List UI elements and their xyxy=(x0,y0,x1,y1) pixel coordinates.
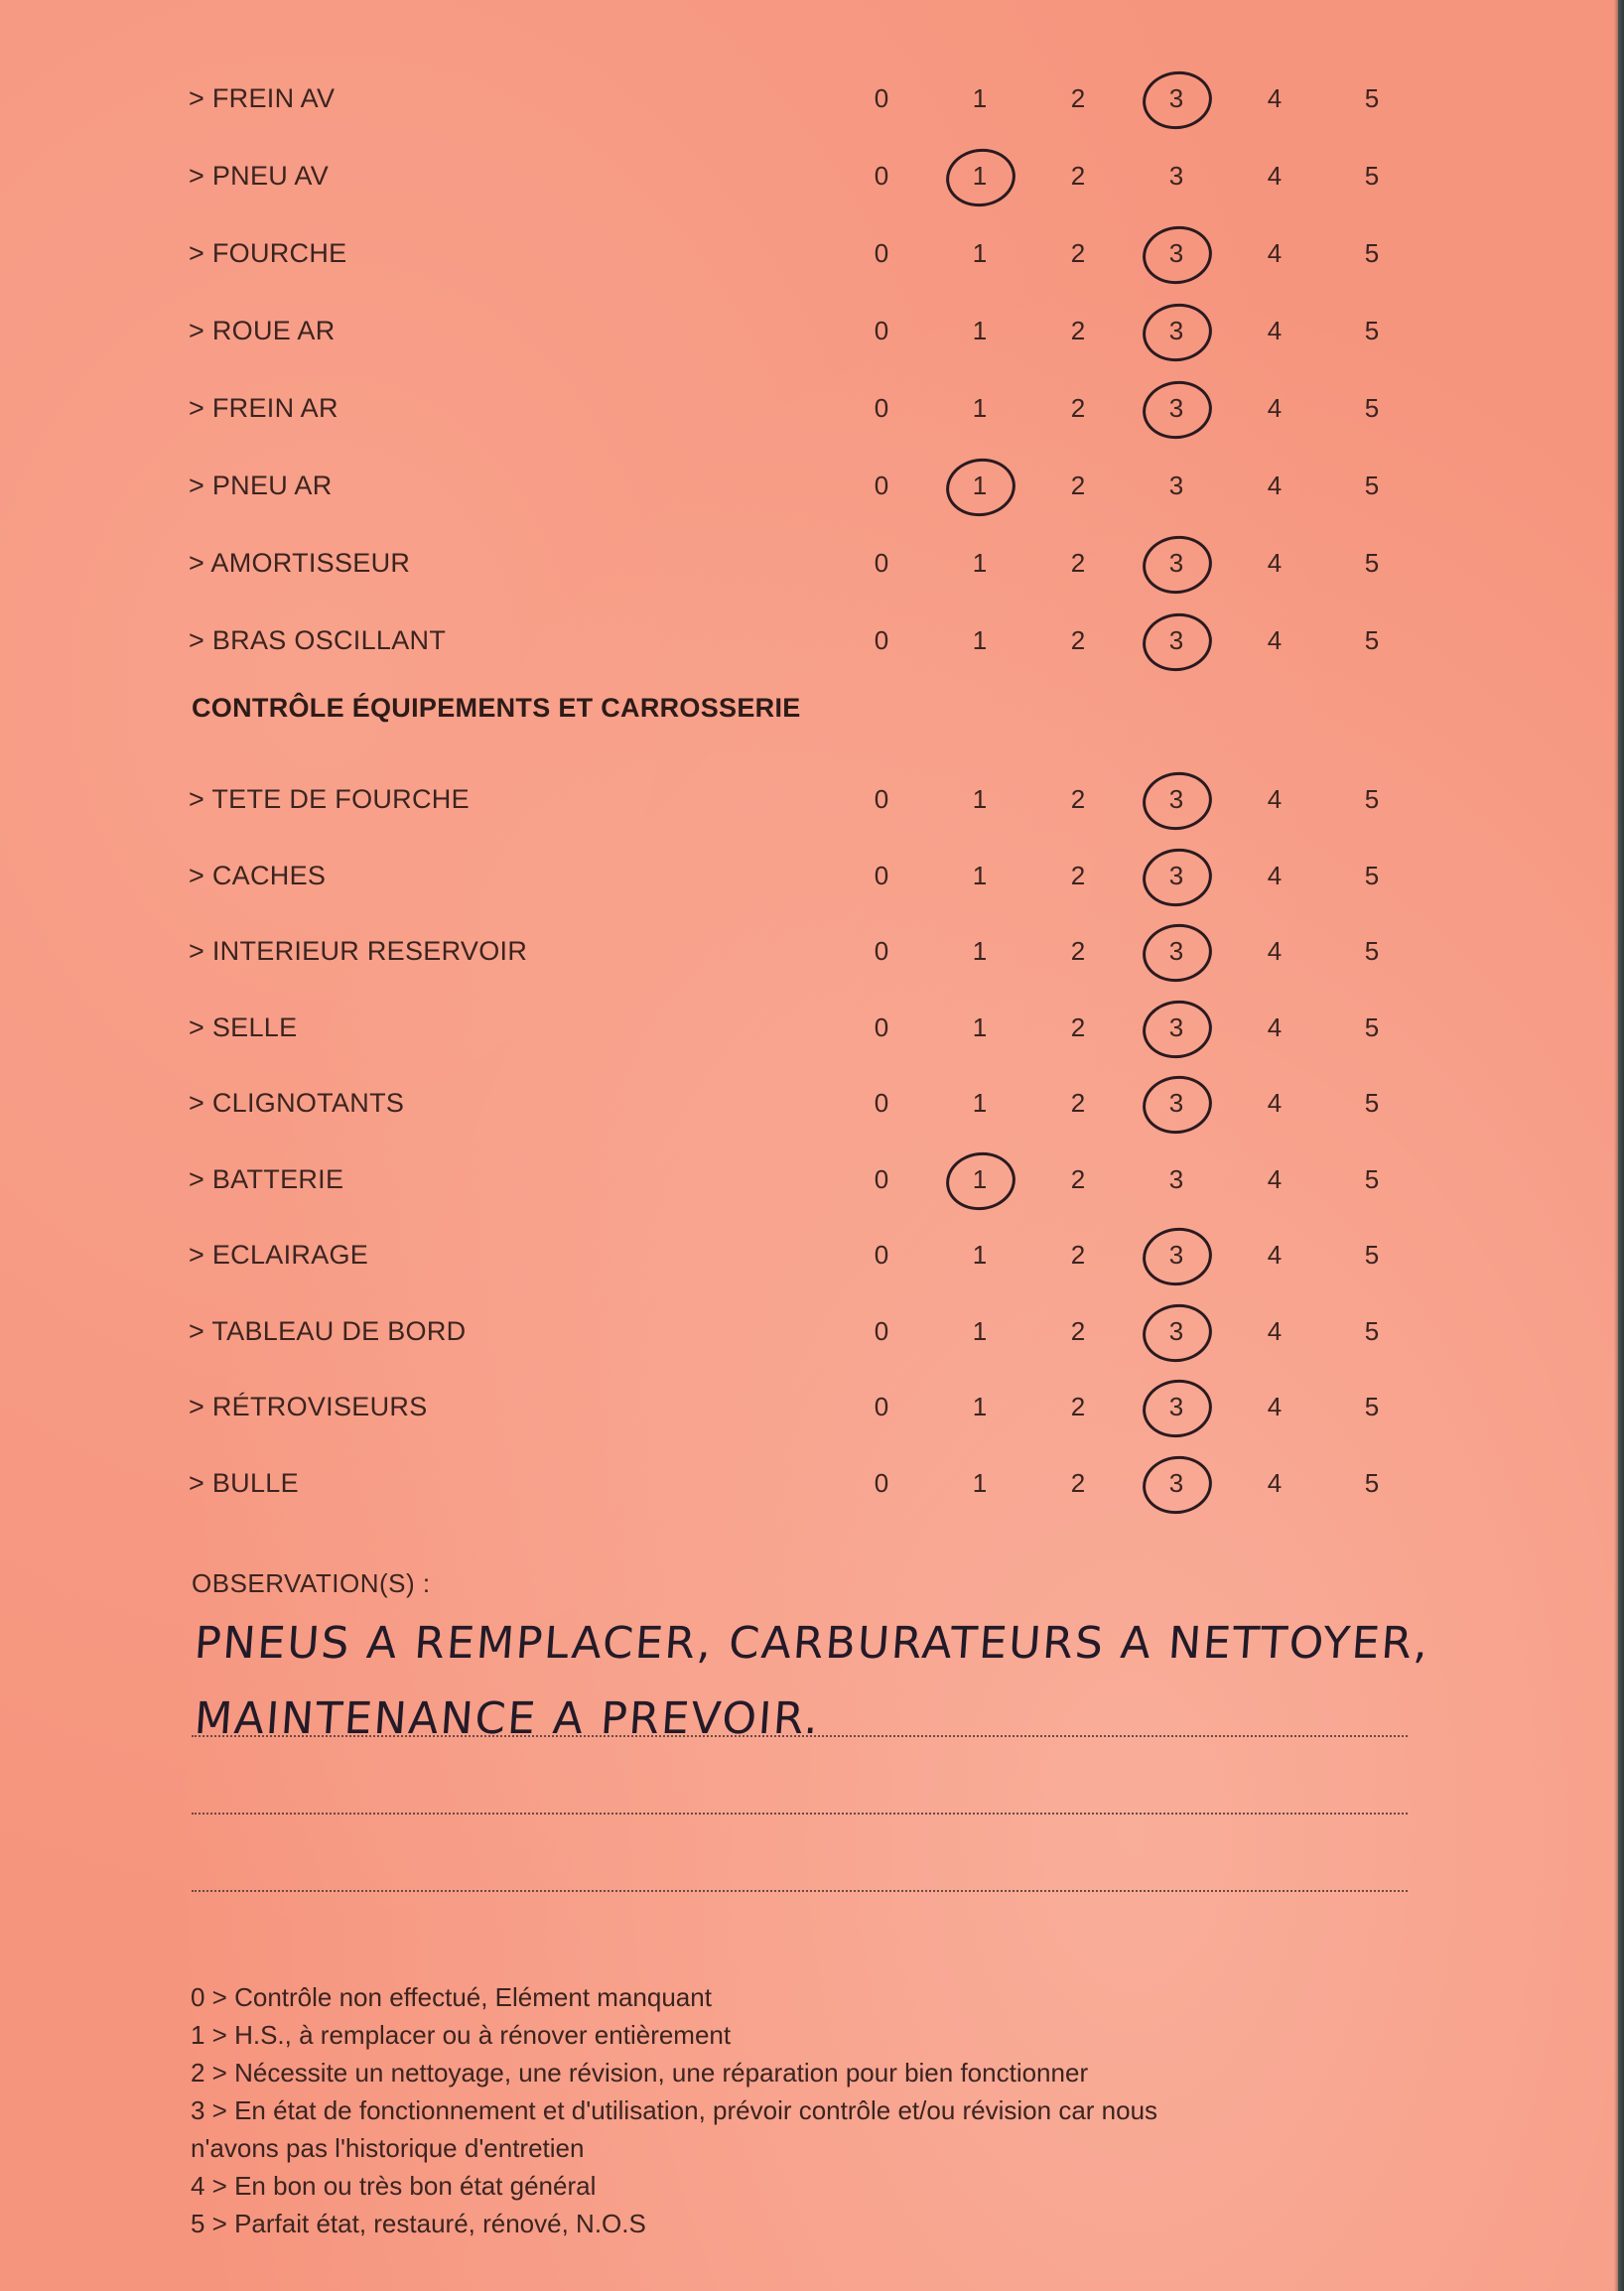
rating-selected-circle xyxy=(1139,608,1215,675)
inspection-row xyxy=(0,302,1618,361)
rating-option-3[interactable]: 3 xyxy=(1168,1163,1184,1194)
rating-option-0[interactable]: 0 xyxy=(874,393,889,423)
rating-option-0[interactable]: 0 xyxy=(874,161,889,191)
inspection-row xyxy=(0,1150,1618,1210)
rating-option-1[interactable]: 1 xyxy=(972,625,988,655)
rating-option-2[interactable]: 2 xyxy=(1070,784,1086,814)
inspection-row xyxy=(0,1226,1618,1285)
inspection-row xyxy=(0,534,1618,594)
rating-option-0[interactable]: 0 xyxy=(874,238,889,268)
inspection-item-label: > TABLEAU DE BORD xyxy=(189,1315,467,1346)
rating-option-3[interactable]: 3 xyxy=(1168,1011,1184,1042)
observation-dotted-line xyxy=(192,1813,1408,1815)
rating-option-0[interactable]: 0 xyxy=(874,1240,889,1270)
rating-option-3[interactable]: 3 xyxy=(1168,548,1184,578)
rating-option-1[interactable]: 1 xyxy=(972,1467,988,1498)
rating-option-2[interactable]: 2 xyxy=(1070,860,1086,890)
rating-option-3[interactable]: 3 xyxy=(1168,1240,1184,1270)
rating-option-1[interactable]: 1 xyxy=(972,238,988,268)
rating-selected-circle xyxy=(942,1147,1018,1214)
rating-option-1[interactable]: 1 xyxy=(972,1011,988,1042)
inspection-item-label: > BATTERIE xyxy=(189,1163,344,1194)
rating-option-1[interactable]: 1 xyxy=(972,548,988,578)
inspection-row xyxy=(0,457,1618,516)
rating-option-4[interactable]: 4 xyxy=(1267,161,1283,191)
rating-option-3[interactable]: 3 xyxy=(1168,393,1184,423)
rating-option-1[interactable]: 1 xyxy=(972,161,988,191)
rating-option-3[interactable]: 3 xyxy=(1168,1088,1184,1118)
rating-option-5[interactable]: 5 xyxy=(1364,784,1380,814)
observation-dotted-line xyxy=(192,1735,1408,1737)
inspection-item-label: > ROUE AR xyxy=(189,316,336,345)
handwritten-observation-line-1: PNEUS A REMPLACER, CARBURATEURS A NETTOYER, xyxy=(193,1618,1431,1669)
rating-option-0[interactable]: 0 xyxy=(874,1467,889,1498)
rating-option-3[interactable]: 3 xyxy=(1168,238,1184,268)
rating-option-5[interactable]: 5 xyxy=(1364,83,1380,113)
observation-dotted-line xyxy=(192,1890,1408,1892)
inspection-item-label: > ECLAIRAGE xyxy=(189,1240,369,1270)
rating-selected-circle xyxy=(1139,767,1215,834)
rating-option-5[interactable]: 5 xyxy=(1364,548,1380,578)
rating-selected-circle xyxy=(1139,221,1215,288)
rating-option-3[interactable]: 3 xyxy=(1168,1467,1184,1498)
rating-selected-circle xyxy=(1139,996,1215,1062)
rating-option-4[interactable]: 4 xyxy=(1267,1467,1283,1498)
rating-option-2[interactable]: 2 xyxy=(1070,1467,1086,1498)
rating-option-5[interactable]: 5 xyxy=(1364,1011,1380,1042)
rating-option-0[interactable]: 0 xyxy=(874,1392,889,1421)
rating-option-4[interactable]: 4 xyxy=(1267,238,1283,268)
rating-option-1[interactable]: 1 xyxy=(972,1392,988,1421)
rating-option-1[interactable]: 1 xyxy=(972,83,988,113)
rating-option-2[interactable]: 2 xyxy=(1070,316,1086,345)
rating-option-0[interactable]: 0 xyxy=(874,1163,889,1194)
inspection-item-label: > FOURCHE xyxy=(189,238,347,268)
rating-selected-circle xyxy=(1139,919,1215,986)
rating-option-2[interactable]: 2 xyxy=(1070,1088,1086,1118)
page-edge-shadow xyxy=(1614,0,1624,2291)
inspection-row xyxy=(0,1074,1618,1134)
rating-option-5[interactable]: 5 xyxy=(1364,471,1380,500)
rating-option-5[interactable]: 5 xyxy=(1364,393,1380,423)
rating-option-0[interactable]: 0 xyxy=(874,784,889,814)
rating-selected-circle xyxy=(1139,299,1215,365)
rating-option-5[interactable]: 5 xyxy=(1364,1467,1380,1498)
inspection-row xyxy=(0,379,1618,439)
inspection-item-label: > SELLE xyxy=(189,1011,298,1042)
rating-option-2[interactable]: 2 xyxy=(1070,1392,1086,1421)
rating-option-2[interactable]: 2 xyxy=(1070,83,1086,113)
rating-selected-circle xyxy=(1139,1451,1215,1518)
rating-option-2[interactable]: 2 xyxy=(1070,1011,1086,1042)
rating-option-2[interactable]: 2 xyxy=(1070,238,1086,268)
rating-selected-circle xyxy=(1139,531,1215,598)
rating-option-0[interactable]: 0 xyxy=(874,1011,889,1042)
rating-option-1[interactable]: 1 xyxy=(972,316,988,345)
inspection-row xyxy=(0,147,1618,206)
rating-option-2[interactable]: 2 xyxy=(1070,393,1086,423)
rating-selected-circle xyxy=(1139,376,1215,443)
rating-option-0[interactable]: 0 xyxy=(874,83,889,113)
rating-legend xyxy=(191,1978,1441,2242)
rating-option-5[interactable]: 5 xyxy=(1364,860,1380,890)
inspection-row xyxy=(0,922,1618,982)
rating-option-4[interactable]: 4 xyxy=(1267,1240,1283,1270)
inspection-item-label: > BULLE xyxy=(189,1467,299,1498)
rating-option-2[interactable]: 2 xyxy=(1070,1315,1086,1346)
rating-selected-circle xyxy=(1139,844,1215,910)
rating-option-2[interactable]: 2 xyxy=(1070,471,1086,500)
rating-option-4[interactable]: 4 xyxy=(1267,471,1283,500)
rating-option-5[interactable]: 5 xyxy=(1364,936,1380,966)
rating-option-5[interactable]: 5 xyxy=(1364,238,1380,268)
rating-selected-circle xyxy=(1139,67,1215,133)
rating-option-1[interactable]: 1 xyxy=(972,1240,988,1270)
rating-option-0[interactable]: 0 xyxy=(874,860,889,890)
inspection-item-label: > CACHES xyxy=(189,860,327,890)
rating-option-5[interactable]: 5 xyxy=(1364,625,1380,655)
rating-option-4[interactable]: 4 xyxy=(1267,1011,1283,1042)
legend-item: 1 > H.S., à remplacer ou à rénover entièrement xyxy=(191,2020,732,2050)
rating-option-5[interactable]: 5 xyxy=(1364,1163,1380,1194)
inspection-row xyxy=(0,1454,1618,1514)
inspection-row xyxy=(0,999,1618,1058)
rating-option-5[interactable]: 5 xyxy=(1364,1088,1380,1118)
rating-option-3[interactable]: 3 xyxy=(1168,83,1184,113)
rating-selected-circle xyxy=(1139,1299,1215,1366)
legend-item: 0 > Contrôle non effectué, Elément manquant xyxy=(191,1982,712,2012)
inspection-item-label: > PNEU AV xyxy=(189,161,330,191)
legend-item: n'avons pas l'historique d'entretien xyxy=(191,2133,585,2163)
inspection-row xyxy=(0,1378,1618,1437)
rating-option-2[interactable]: 2 xyxy=(1070,1240,1086,1270)
rating-option-3[interactable]: 3 xyxy=(1168,625,1184,655)
rating-option-4[interactable]: 4 xyxy=(1267,548,1283,578)
inspection-row xyxy=(0,770,1618,830)
inspection-item-label: > CLIGNOTANTS xyxy=(189,1088,405,1118)
handwritten-observation-line-2: MAINTENANCE A PREVOIR. xyxy=(193,1693,822,1744)
rating-option-5[interactable]: 5 xyxy=(1364,161,1380,191)
rating-option-1[interactable]: 1 xyxy=(972,1315,988,1346)
legend-item: 3 > En état de fonctionnement et d'utilisation, prévoir contrôle et/ou révision car nous xyxy=(191,2095,1158,2125)
rating-option-4[interactable]: 4 xyxy=(1267,83,1283,113)
rating-option-0[interactable]: 0 xyxy=(874,625,889,655)
rating-option-1[interactable]: 1 xyxy=(972,1163,988,1194)
rating-option-1[interactable]: 1 xyxy=(972,393,988,423)
rating-selected-circle xyxy=(1139,1375,1215,1441)
rating-option-0[interactable]: 0 xyxy=(874,936,889,966)
inspection-item-label: > TETE DE FOURCHE xyxy=(189,784,470,814)
rating-selected-circle xyxy=(942,454,1018,520)
rating-option-1[interactable]: 1 xyxy=(972,1088,988,1118)
rating-option-3[interactable]: 3 xyxy=(1168,471,1184,500)
inspection-row xyxy=(0,611,1618,671)
rating-option-4[interactable]: 4 xyxy=(1267,1163,1283,1194)
rating-option-2[interactable]: 2 xyxy=(1070,936,1086,966)
legend-item: 4 > En bon ou très bon état général xyxy=(191,2171,597,2201)
rating-option-2[interactable]: 2 xyxy=(1070,1163,1086,1194)
inspection-row xyxy=(0,224,1618,284)
rating-selected-circle xyxy=(1139,1223,1215,1289)
inspection-row xyxy=(0,847,1618,906)
rating-option-1[interactable]: 1 xyxy=(972,784,988,814)
rating-option-3[interactable]: 3 xyxy=(1168,1392,1184,1421)
rating-option-1[interactable]: 1 xyxy=(972,860,988,890)
rating-selected-circle xyxy=(1139,1071,1215,1138)
inspection-item-label: > BRAS OSCILLANT xyxy=(189,625,447,655)
rating-option-3[interactable]: 3 xyxy=(1168,316,1184,345)
inspection-item-label: > PNEU AR xyxy=(189,471,333,500)
rating-selected-circle xyxy=(942,144,1018,210)
rating-option-5[interactable]: 5 xyxy=(1364,316,1380,345)
rating-option-4[interactable]: 4 xyxy=(1267,860,1283,890)
rating-option-0[interactable]: 0 xyxy=(874,316,889,345)
rating-option-0[interactable]: 0 xyxy=(874,548,889,578)
rating-option-3[interactable]: 3 xyxy=(1168,860,1184,890)
observations-label: OBSERVATION(S) : xyxy=(192,1568,431,1598)
rating-option-4[interactable]: 4 xyxy=(1267,1315,1283,1346)
inspection-item-label: > INTERIEUR RESERVOIR xyxy=(189,936,528,966)
section-title: CONTRÔLE ÉQUIPEMENTS ET CARROSSERIE xyxy=(192,693,801,723)
rating-option-4[interactable]: 4 xyxy=(1267,1392,1283,1421)
rating-option-4[interactable]: 4 xyxy=(1267,625,1283,655)
rating-option-5[interactable]: 5 xyxy=(1364,1315,1380,1346)
rating-option-4[interactable]: 4 xyxy=(1267,936,1283,966)
inspection-item-label: > RÉTROVISEURS xyxy=(189,1392,428,1421)
rating-option-3[interactable]: 3 xyxy=(1168,1315,1184,1346)
rating-option-3[interactable]: 3 xyxy=(1168,936,1184,966)
inspection-row xyxy=(0,69,1618,129)
rating-option-4[interactable]: 4 xyxy=(1267,316,1283,345)
rating-option-3[interactable]: 3 xyxy=(1168,784,1184,814)
inspection-row xyxy=(0,1302,1618,1362)
rating-option-1[interactable]: 1 xyxy=(972,936,988,966)
rating-option-3[interactable]: 3 xyxy=(1168,161,1184,191)
inspection-item-label: > FREIN AR xyxy=(189,393,338,423)
rating-option-5[interactable]: 5 xyxy=(1364,1392,1380,1421)
rating-option-4[interactable]: 4 xyxy=(1267,784,1283,814)
rating-option-5[interactable]: 5 xyxy=(1364,1240,1380,1270)
inspection-item-label: > AMORTISSEUR xyxy=(189,548,411,578)
rating-option-1[interactable]: 1 xyxy=(972,471,988,500)
legend-item: 5 > Parfait état, restauré, rénové, N.O.S xyxy=(191,2209,646,2238)
rating-option-0[interactable]: 0 xyxy=(874,471,889,500)
rating-option-0[interactable]: 0 xyxy=(874,1088,889,1118)
rating-option-4[interactable]: 4 xyxy=(1267,1088,1283,1118)
rating-option-2[interactable]: 2 xyxy=(1070,161,1086,191)
rating-option-0[interactable]: 0 xyxy=(874,1315,889,1346)
rating-option-4[interactable]: 4 xyxy=(1267,393,1283,423)
legend-item: 2 > Nécessite un nettoyage, une révision, une réparation pour bien fonctionner xyxy=(191,2058,1089,2088)
rating-option-2[interactable]: 2 xyxy=(1070,548,1086,578)
rating-option-2[interactable]: 2 xyxy=(1070,625,1086,655)
inspection-item-label: > FREIN AV xyxy=(189,83,336,113)
